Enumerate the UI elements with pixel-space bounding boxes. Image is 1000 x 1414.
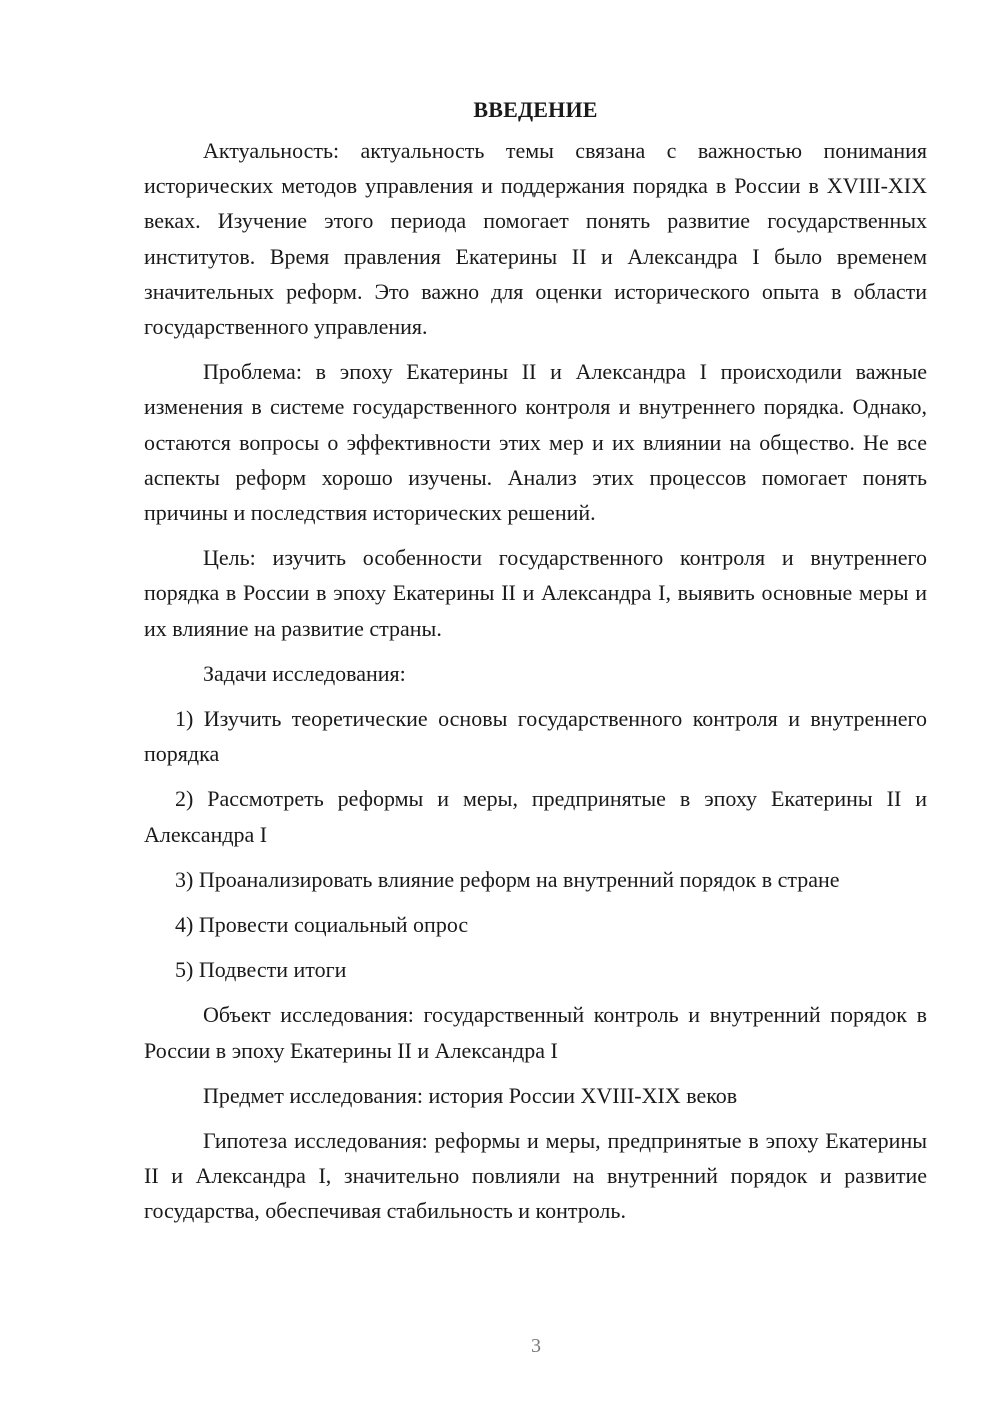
tasks-heading: Задачи исследования:: [203, 660, 406, 686]
goal-paragraph: Цель: изучить особенности государственного контроля и внутреннего порядка в России в эпоху Екатерины II и Александра I, выявить основные меры и их влияние на развитие страны.: [144, 545, 927, 641]
task-item: 4) Провести социальный опрос: [175, 912, 469, 938]
task-item: 3) Проанализировать влияние реформ на внутренний порядок в стране: [175, 866, 840, 892]
page-number: 3: [531, 1335, 541, 1357]
task-item: 1) Изучить теоретические основы государственного контроля и внутреннего порядка: [144, 706, 927, 767]
task-item: 2) Рассмотреть реформы и меры, предпринятые в эпоху Екатерины II и Александра I: [144, 786, 927, 847]
tasks-list: [144, 701, 927, 987]
problem-paragraph: Проблема: в эпоху Екатерины II и Александра I происходили важные изменения в системе государственного контроля и внутреннего порядка. Однако, остаются вопросы о эффективности этих мер и их влиянии на общество. Не все аспекты реформ хорошо изучены. Анализ этих процессов помогает понять причины и последствия исторических решений.: [144, 359, 927, 526]
relevance-paragraph: Актуальность: актуальность темы связана с важностью понимания исторических методов управления и поддержания порядка в России в XVIII-XIX веках. Изучение этого периода помогает понять развитие государственных институтов. Время правления Екатерины II и Александра I было временем значительных реформ. Это важно для оценки исторического опыта в области государственного управления.: [144, 138, 927, 340]
subject-paragraph: Предмет исследования: история России XVIII-XIX веков: [203, 1082, 738, 1108]
page-body: [144, 92, 927, 1239]
section-title: ВВЕДЕНИЕ: [473, 97, 598, 122]
task-item: 5) Подвести итоги: [175, 957, 347, 983]
object-paragraph: Объект исследования: государственный контроль и внутренний порядок в России в эпоху Екатерины II и Александра I: [144, 1002, 927, 1063]
hypothesis-paragraph: Гипотеза исследования: реформы и меры, предпринятые в эпоху Екатерины II и Александра I, значительно повлияли на внутренний порядок и развитие государства, обеспечивая стабильность и контроль.: [144, 1128, 927, 1224]
